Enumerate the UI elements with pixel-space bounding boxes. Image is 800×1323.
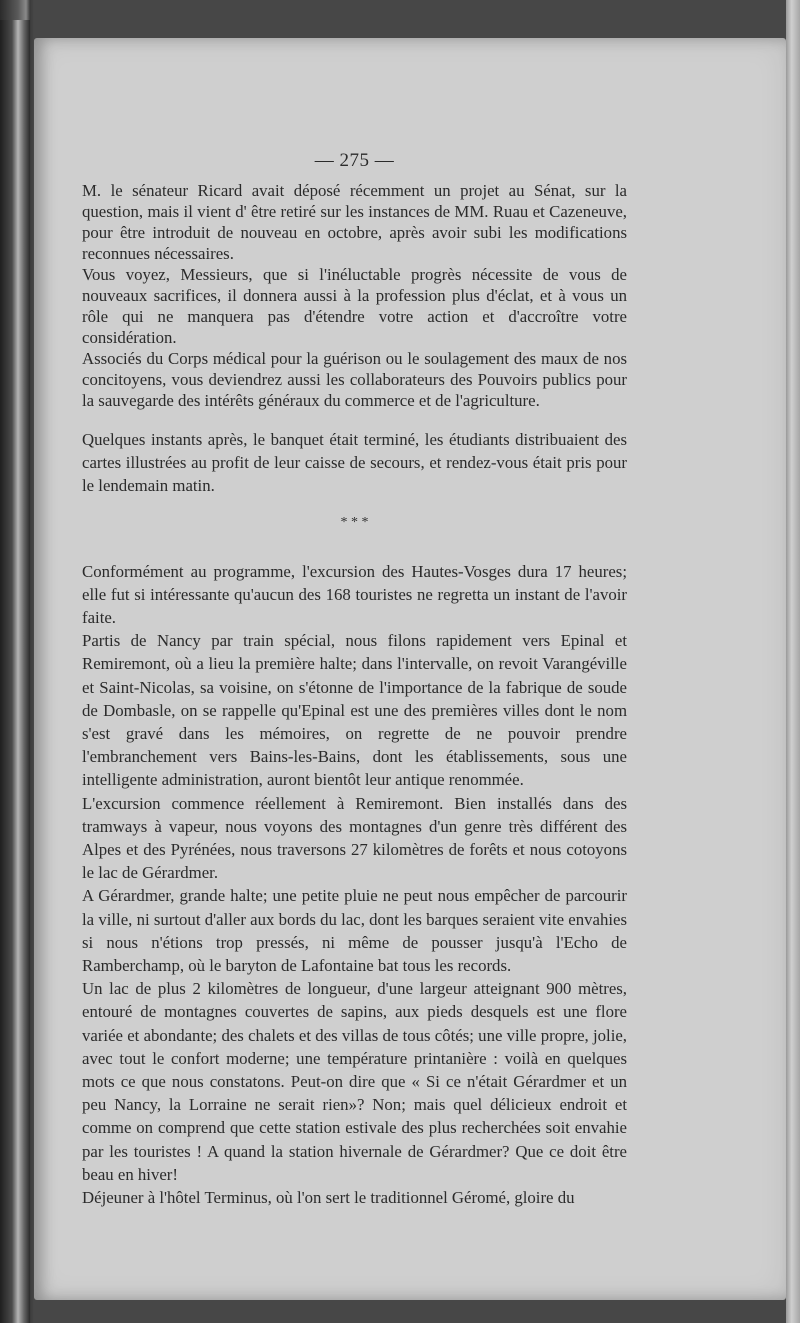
narrative-paragraph: Un lac de plus 2 kilomètres de longueur, d'une largeur atteignant 900 mètres, entouré de montagnes couvertes de sapins, aux pieds desquels est une flore variée et abondante; des chalets et des villas de tous côtés; une ville propre, jolie, avec tout le confort moderne; une température printanière : voilà en quelques mots ce que nous constatons. Peut-on dire que « Si ce n'était Gérardmer et un peu Nancy, la Lorraine ne serait rien»? Non; mais quel délicieux endroit et comme on comprend que cette station estivale des plus recherchées soit envahie par les touristes ! A quand la station hivernale de Gérardmer? Que ce doit être beau en hiver!	[82, 979, 627, 1184]
narrative-paragraph: L'excursion commence réellement à Remiremont. Bien installés dans des tramways à vapeur, nous voyons des montagnes d'un genre très différent des Alpes et des Pyrénées, nous traversons 27 kilomètres de forêts et nous cotoyons le lac de Gérardmer.	[82, 793, 627, 883]
page-edge	[786, 0, 800, 1323]
speech-paragraph: M. le sénateur Ricard avait déposé récemment un projet au Sénat, sur la question, mais il vient d' être retiré sur les instances de MM. Ruau et Cazeneuve, pour être introduit de nouveau en octobre, après avoir subi les modifications reconnues nécessaires.	[82, 181, 627, 263]
speech-paragraph: Associés du Corps médical pour la guérison ou le soulagement des maux de nos concitoyens, vous deviendrez aussi les collaborateurs des Pouvoirs publics pour la sauvegarde des intérêts généraux du commerce et de l'agriculture.	[82, 349, 627, 410]
closing-paragraph: Quelques instants après, le banquet était terminé, les étudiants distribuaient des cartes illustrées au profit de leur caisse de secours, et rendez-vous était pris pour le lendemain matin.	[82, 430, 627, 496]
narrative-paragraph: Partis de Nancy par train spécial, nous filons rapidement vers Epinal et Remiremont, où a lieu la première halte; dans l'intervalle, on revoit Varangéville et Saint-Nicolas, sa voisine, on s'étonne de l'importance de la fabrique de soude de Dombasle, on se rappelle qu'Epinal est une des premières villes dont le nom s'est gravé dans les mémoires, on regrette de ne pouvoir prendre l'embranchement vers Bains-les-Bains, dont les établissements, sous une intelligente administration, auront bientôt leur antique renommée.	[82, 631, 627, 790]
section-break	[82, 498, 627, 560]
speech-excerpt	[82, 180, 627, 411]
excursion-narrative	[82, 560, 627, 1210]
narrative-paragraph: Conformément au programme, l'excursion des Hautes-Vosges dura 17 heures; elle fut si intéressante qu'aucun des 168 touristes ne regretta un instant de l'avoir faite.	[82, 561, 627, 628]
narrative-paragraph: A Gérardmer, grande halte; une petite pluie ne peut nous empêcher de parcourir la ville, ni surtout d'aller aux bords du lac, dont les barques seraient vite envahies si nous n'étions trop pressés, ni même de pousser jusqu'à l'Echo de Ramberchamp, où le baryton de Lafontaine bat tous les records.	[82, 886, 627, 976]
closing-section	[82, 428, 627, 498]
narrative-paragraph: Déjeuner à l'hôtel Terminus, où l'on sert le traditionnel Géromé, gloire du	[82, 1188, 575, 1208]
book-binding	[0, 20, 30, 1323]
asterism: * * *	[340, 514, 369, 530]
speech-paragraph: Vous voyez, Messieurs, que si l'inéluctable progrès nécessite de vous de nouveaux sacrifices, il donnera aussi à la profession plus d'éclat, et à vous un rôle qui ne manquera pas d'étendre votre action et d'accroître votre considération.	[82, 265, 627, 347]
page-number: — 275 —	[314, 150, 395, 171]
page-text	[82, 150, 627, 1209]
